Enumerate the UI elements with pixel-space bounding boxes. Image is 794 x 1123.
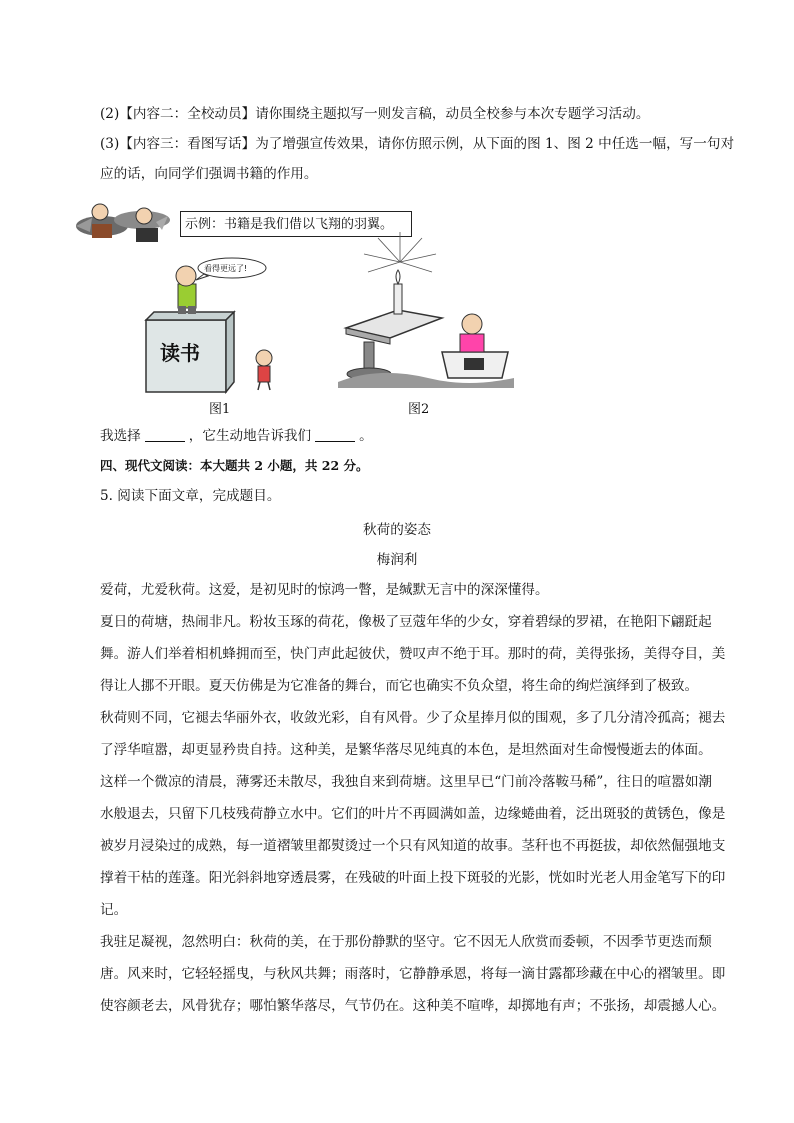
book-label: 读书 xyxy=(160,341,200,365)
article-line: 爱荷，尤爱秋荷。这爱，是初见时的惊鸿一瞥，是缄默无言中的深深懂得。 xyxy=(100,582,549,598)
question-item-3: (3)【内容三：看图写话】为了增强宣传效果，请你仿照示例，从下面的图 1、图 2 中任选一幅，写一句对 xyxy=(100,136,735,152)
article-title: 秋荷的姿态 xyxy=(363,522,431,538)
example-box: 示例：书籍是我们借以飞翔的羽翼。 xyxy=(180,211,412,237)
article-line: 被岁月浸染过的成熟，每一道褶皱里都熨烫过一个只有风知道的故事。茎秆也不再挺拔，却依然倔强地支 xyxy=(100,838,726,854)
choose-text-3: 。 xyxy=(359,428,373,444)
choose-text-1: 我选择 xyxy=(100,428,141,444)
figure-1-illustration xyxy=(140,254,300,394)
article-line: 我驻足凝视，忽然明白：秋荷的美，在于那份静默的坚守。它不因无人欣赏而委顿，不因季节更迭而颓 xyxy=(100,934,712,950)
flying-children-illustration xyxy=(72,196,180,252)
question-5: 5. 阅读下面文章，完成题目。 xyxy=(100,488,281,504)
speech-bubble-text: 看得更远了! xyxy=(204,264,248,273)
figure-2-illustration xyxy=(338,232,518,392)
article-line: 撑着干枯的莲蓬。阳光斜斜地穿透晨雾，在残破的叶面上投下斑驳的光影，恍如时光老人用金笔写下的印 xyxy=(100,870,726,886)
section-header: 四、现代文阅读：本大题共 2 小题，共 22 分。 xyxy=(100,458,369,473)
article-line: 唐。风来时，它轻轻摇曳，与秋风共舞；雨落时，它静静承恩，将每一滴甘露都珍藏在中心的褶皱里。即 xyxy=(100,966,726,982)
article-line: 使容颜老去，风骨犹存；哪怕繁华落尽，气节仍在。这种美不喧哗，却掷地有声；不张扬，却震撼人心。 xyxy=(100,998,726,1014)
article-line: 秋荷则不同，它褪去华丽外衣，收敛光彩，自有风骨。少了众星捧月似的围观，多了几分清冷孤高；褪去 xyxy=(100,710,726,726)
question-item-3-cont: 应的话，向同学们强调书籍的作用。 xyxy=(100,166,318,182)
question-item-2: (2)【内容二：全校动员】请你围绕主题拟写一则发言稿，动员全校参与本次专题学习活动。 xyxy=(100,106,650,122)
choose-text-2: ，它生动地告诉我们 xyxy=(188,428,312,444)
figure-2-caption: 图2 xyxy=(408,402,430,417)
article-line: 这样一个微凉的清晨，薄雾还未散尽，我独自来到荷塘。这里早已“门前冷落鞍马稀”，往日的喧嚣如潮 xyxy=(100,774,713,790)
figure-1-caption: 图1 xyxy=(209,402,231,417)
article-line: 得让人挪不开眼。夏天仿佛是为它准备的舞台，而它也确实不负众望，将生命的绚烂演绎到了极致。 xyxy=(100,678,699,694)
article-author: 梅润利 xyxy=(376,552,418,568)
article-line: 了浮华喧嚣，却更显矜贵自持。这种美，是繁华落尽见纯真的本色，是坦然面对生命慢慢逝去的体面。 xyxy=(100,742,712,758)
article-line: 水般退去，只留下几枝残荷静立水中。它们的叶片不再圆满如盖，边缘蜷曲着，泛出斑驳的黄锈色，像是 xyxy=(100,806,726,822)
fill-in-sentence xyxy=(100,426,710,446)
answer-blank-1[interactable] xyxy=(145,427,185,442)
answer-blank-2[interactable] xyxy=(315,427,355,442)
article-line: 夏日的荷塘，热闹非凡。粉妆玉琢的荷花，像极了豆蔻年华的少女，穿着碧绿的罗裙，在艳阳下翩跹起 xyxy=(100,614,712,630)
article-line: 记。 xyxy=(100,902,128,918)
article-line: 舞。游人们举着相机蜂拥而至，快门声此起彼伏，赞叹声不绝于耳。那时的荷，美得张扬，美得夺目，美 xyxy=(100,646,726,662)
